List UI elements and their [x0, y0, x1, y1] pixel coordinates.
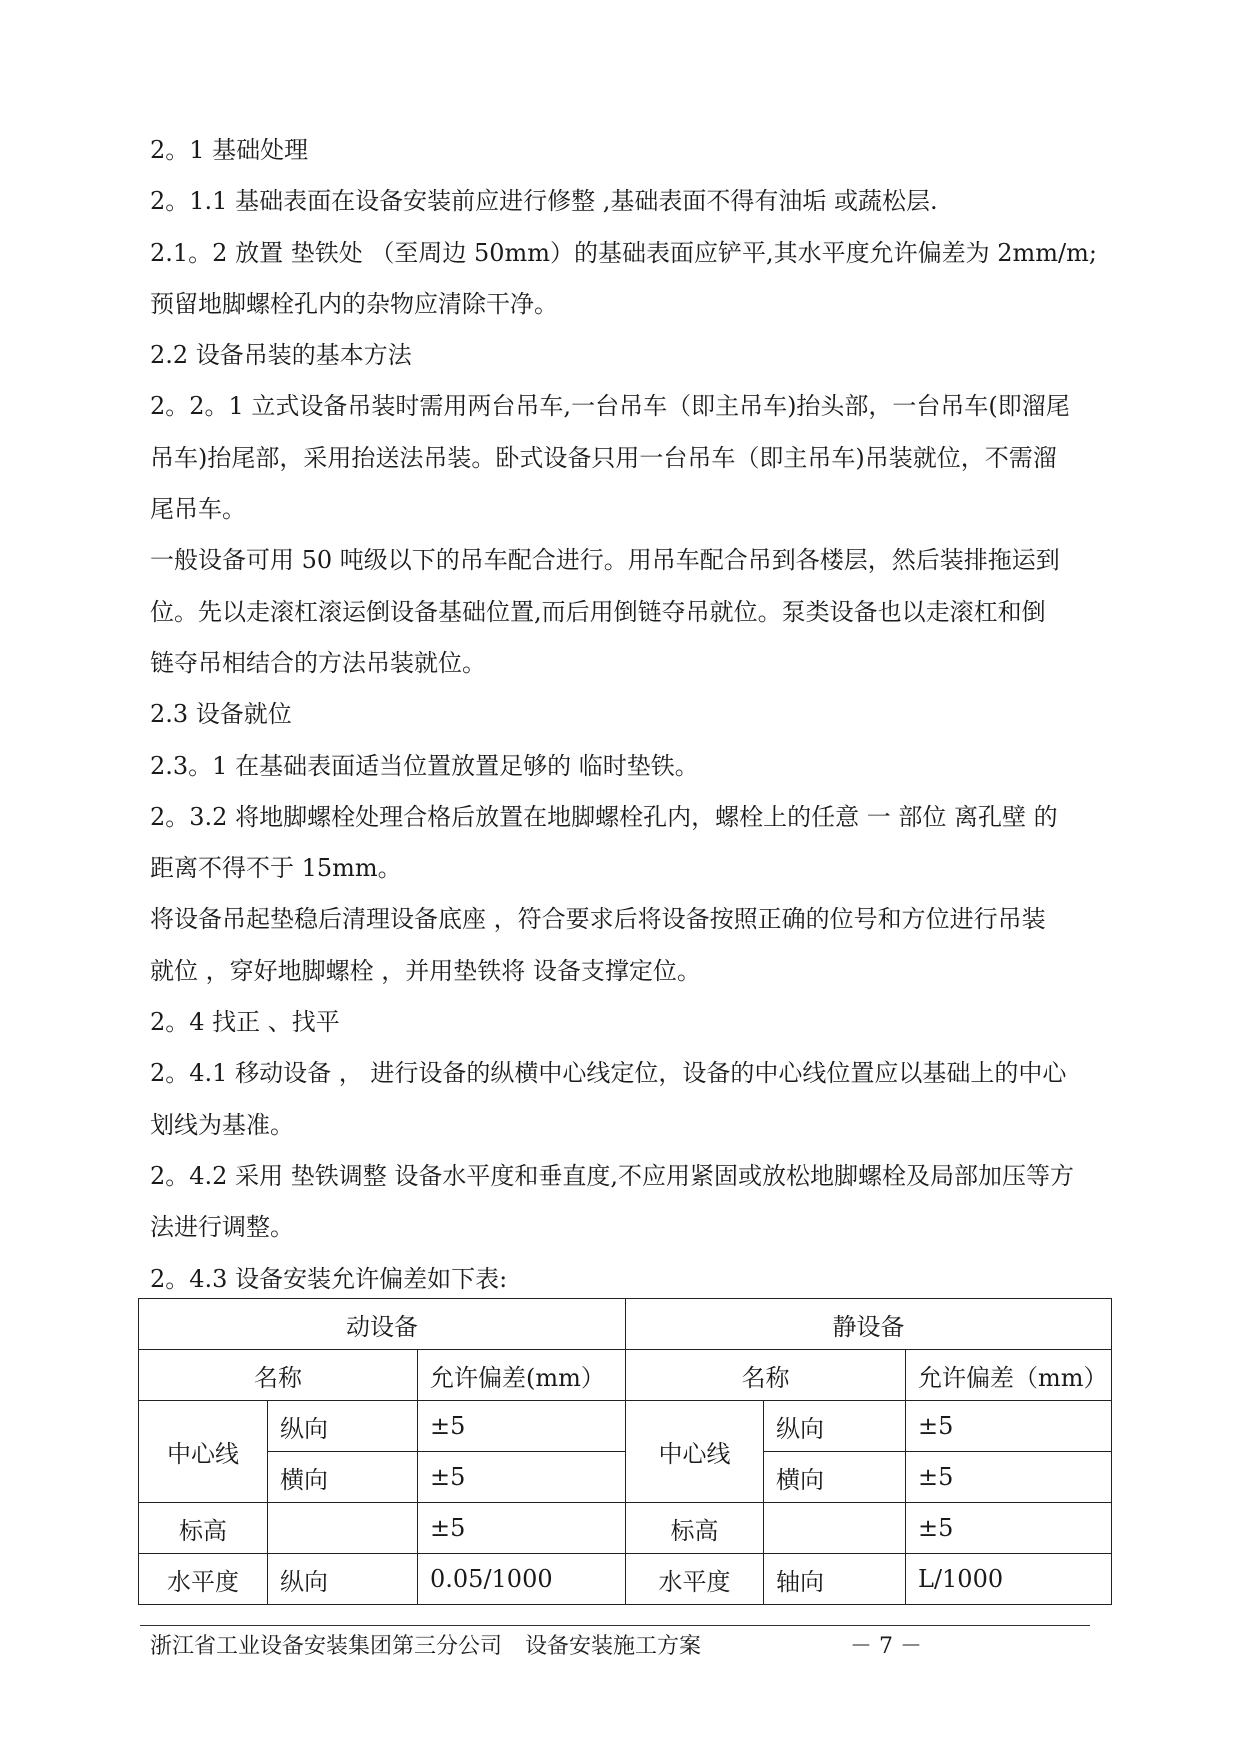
- footer-doc-title: 设备安装施工方案: [525, 1634, 702, 1659]
- tolerance-header: 允许偏差(mm）: [418, 1350, 626, 1401]
- name-header: 名称: [626, 1350, 906, 1401]
- table-cell: 纵向: [268, 1401, 418, 1452]
- dynamic-equipment-header: 动设备: [139, 1299, 626, 1350]
- static-equipment-header: 静设备: [626, 1299, 1112, 1350]
- table-cell: ±5: [906, 1401, 1112, 1452]
- table-cell: ±5: [418, 1452, 626, 1503]
- table-cell: 纵向: [268, 1554, 418, 1605]
- table-cell: ±5: [418, 1503, 626, 1554]
- table-cell: [268, 1503, 418, 1554]
- paragraph: 法进行调整。: [150, 1213, 294, 1242]
- paragraph: 将设备吊起垫稳后清理设备底座 ，符合要求后将设备按照正确的位号和方位进行吊装: [150, 905, 1046, 934]
- table-cell: 水平度: [139, 1554, 268, 1605]
- paragraph: 划线为基准。: [150, 1110, 294, 1139]
- paragraph: 尾吊车。: [150, 495, 246, 524]
- paragraph: 2。2。1 立式设备吊装时需用两台吊车,一台吊车（即主吊车)抬头部，一台吊车(即溜尾: [150, 392, 1070, 421]
- table-row: [139, 1401, 1112, 1452]
- table-cell: 纵向: [764, 1401, 906, 1452]
- paragraph: 2。1.1 基础表面在设备安装前应进行修整 ,基础表面不得有油垢 或蔬松层.: [150, 187, 938, 216]
- table-cell: 中心线: [139, 1401, 268, 1503]
- paragraph: 距离不得不于 15mm。: [150, 854, 402, 883]
- paragraph: 2。4.3 设备安装允许偏差如下表:: [150, 1264, 508, 1293]
- table-cell: 标高: [139, 1503, 268, 1554]
- heading-2-1: 2。1 基础处理: [150, 136, 309, 164]
- paragraph: 就位 ，穿好地脚螺栓 ，并用垫铁将 设备支撑定位。: [150, 956, 701, 985]
- table-row: [139, 1299, 1112, 1350]
- table-row: [139, 1350, 1112, 1401]
- footer-divider: [140, 1625, 1090, 1626]
- paragraph: 链夺吊相结合的方法吊装就位。: [150, 648, 486, 677]
- page-number: － 7 －: [850, 1634, 922, 1659]
- paragraph: 2。3.2 将地脚螺栓处理合格后放置在地脚螺栓孔内，螺栓上的任意 一 部位 离孔壁 的: [150, 802, 1058, 831]
- paragraph: 2。4.1 移动设备 ， 进行设备的纵横中心线定位，设备的中心线位置应以基础上的中心: [150, 1059, 1067, 1088]
- body-text: [150, 125, 1100, 1305]
- table-cell: 横向: [268, 1452, 418, 1503]
- paragraph: 2.1。2 放置 垫铁处 （至周边 50mm）的基础表面应铲平,其水平度允许偏差为 2mm/m;: [150, 238, 1097, 267]
- heading-2-2: 2.2 设备吊装的基本方法: [150, 341, 412, 370]
- table-cell: 横向: [764, 1452, 906, 1503]
- paragraph: 预留地脚螺栓孔内的杂物应清除干净。: [150, 289, 558, 318]
- table-cell: L/1000: [906, 1554, 1112, 1605]
- paragraph: 2.3。1 在基础表面适当位置放置足够的 临时垫铁。: [150, 751, 699, 780]
- paragraph: 位。先以走滚杠滚运倒设备基础位置,而后用倒链夺吊就位。泵类设备也以走滚杠和倒: [150, 597, 1046, 626]
- footer-company: 浙江省工业设备安装集团第三分公司: [150, 1634, 503, 1659]
- tolerance-table: [138, 1298, 1112, 1605]
- table-cell: [764, 1503, 906, 1554]
- page-footer: [150, 1629, 1100, 1661]
- tolerance-header: 允许偏差（mm）: [906, 1350, 1112, 1401]
- paragraph: 一般设备可用 50 吨级以下的吊车配合进行。用吊车配合吊到各楼层，然后装排拖运到: [150, 546, 1060, 575]
- paragraph: 2。4.2 采用 垫铁调整 设备水平度和垂直度,不应用紧固或放松地脚螺栓及局部加压等方: [150, 1161, 1074, 1190]
- table-cell: 中心线: [626, 1401, 764, 1503]
- table-cell: 0.05/1000: [418, 1554, 626, 1605]
- table-cell: 水平度: [626, 1554, 764, 1605]
- table-cell: 标高: [626, 1503, 764, 1554]
- table-row: [139, 1452, 1112, 1503]
- paragraph: 吊车)抬尾部，采用抬送法吊装。卧式设备只用一台吊车（即主吊车)吊装就位，不需溜: [150, 443, 1057, 472]
- heading-2-4: 2。4 找正 、找平: [150, 1008, 340, 1037]
- table-row: [139, 1554, 1112, 1605]
- name-header: 名称: [139, 1350, 418, 1401]
- heading-2-3: 2.3 设备就位: [150, 700, 292, 729]
- table-row: [139, 1503, 1112, 1554]
- table-cell: 轴向: [764, 1554, 906, 1605]
- table-cell: ±5: [906, 1503, 1112, 1554]
- table-cell: ±5: [906, 1452, 1112, 1503]
- table-cell: ±5: [418, 1401, 626, 1452]
